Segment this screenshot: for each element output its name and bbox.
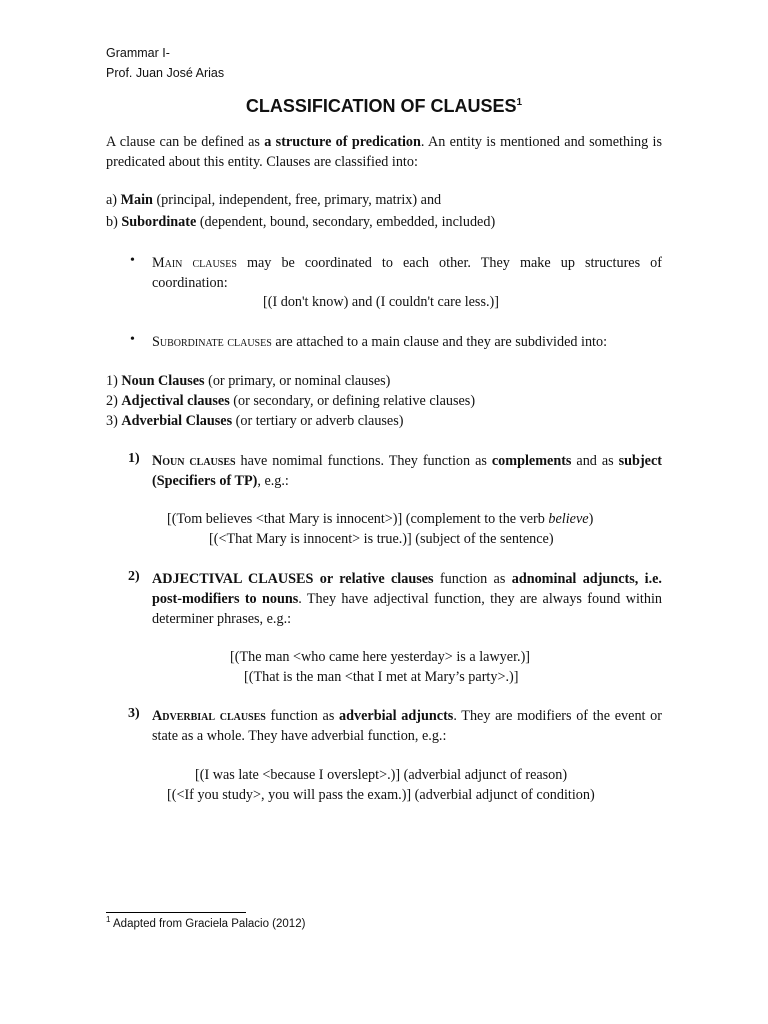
adjectival-bold: adnominal adjuncts, i.e. post-modifiers to nouns [152, 571, 662, 607]
subtype-num: 1) [106, 373, 122, 389]
page-title [0, 96, 768, 117]
bullet-icon: • [130, 332, 135, 347]
noun-clauses-term: Noun clauses [152, 453, 236, 469]
course-name: Grammar I- [106, 46, 170, 60]
main-clauses-term: Main clauses [152, 255, 237, 271]
type-main-desc: (principal, independent, free, primary, matrix) and [152, 192, 442, 208]
subtype-item [106, 371, 390, 391]
intro-bold: a structure of predication [264, 134, 421, 150]
subtype-item [106, 391, 475, 411]
section-number: 1) [128, 451, 140, 466]
bullet-icon: • [130, 253, 135, 268]
subtype-term: Adjectival clauses [121, 393, 230, 409]
subtype-desc: (or tertiary or adverb clauses) [232, 413, 404, 429]
subtype-term: Noun Clauses [121, 373, 205, 389]
noun-example-2: [(<That Mary is innocent> is true.)] (subject of the sentence) [209, 531, 554, 547]
adjectival-text: function as [433, 571, 512, 587]
subtype-term: Adverbial Clauses [121, 413, 233, 429]
adverbial-text: . They are modifiers of the event or state as a whole. They have adverbial function, e.g.: [152, 708, 662, 744]
noun-text: and as [571, 453, 619, 469]
main-clauses-desc: may be coordinated to each other. They make up structures of coordination: [152, 255, 662, 291]
type-main-line [106, 190, 441, 210]
adjectival-clauses-paragraph [152, 569, 662, 629]
subtype-item [106, 411, 403, 431]
type-subordinate-line [106, 212, 495, 232]
adverbial-clauses-paragraph [152, 706, 662, 746]
adjectival-text: . They have adjectival function, they are always found within determiner phrases, e.g.: [152, 591, 662, 627]
example-text: [(Tom believes <that Mary is innocent>)] (complement to the verb [167, 511, 549, 527]
title-footnote-mark: 1 [516, 97, 523, 108]
subtype-desc: (or secondary, or defining relative clauses) [229, 393, 476, 409]
subordinate-clauses-paragraph [152, 332, 662, 352]
professor-name: Prof. Juan José Arias [106, 66, 225, 80]
type-sub-term: Subordinate [121, 214, 197, 230]
example-italic: believe [548, 511, 589, 527]
noun-bold: subject (Specifiers of TP) [152, 453, 662, 489]
example-text: ) [588, 511, 594, 527]
footnote-mark: 1 [106, 915, 111, 925]
footnote-divider [106, 912, 246, 913]
main-clauses-example: [(I don't know) and (I couldn't care less.)] [263, 294, 499, 310]
subtype-num: 3) [106, 413, 122, 429]
adjectival-example-1: [(The man <who came here yesterday> is a lawyer.)] [230, 649, 531, 665]
intro-text: A clause can be defined as [106, 134, 265, 150]
type-main-term: Main [120, 192, 153, 208]
adverbial-term: Adverbial clauses [152, 708, 266, 724]
title-text: CLASSIFICATION OF CLAUSES [245, 96, 517, 116]
type-main-prefix: a) [106, 192, 121, 208]
adjectival-example-2: [(That is the man <that I met at Mary’s party>.)] [244, 669, 519, 685]
intro-paragraph [106, 132, 662, 172]
intro-text-rest: . An entity is mentioned and something is predicated about this entity. Clauses are classified into: [106, 134, 662, 170]
adjectival-term: ADJECTIVAL CLAUSES or relative clauses [152, 571, 434, 587]
section-number: 2) [128, 569, 140, 584]
type-sub-desc: (dependent, bound, secondary, embedded, included) [196, 214, 496, 230]
subordinate-clauses-desc: are attached to a main clause and they are subdivided into: [271, 334, 608, 350]
subtype-num: 2) [106, 393, 122, 409]
noun-text: have nomimal functions. They function as [235, 453, 492, 469]
subordinate-clauses-term: Subordinate clauses [152, 334, 272, 350]
noun-text: , e.g.: [257, 473, 289, 489]
noun-bold: complements [491, 453, 572, 469]
section-number: 3) [128, 706, 140, 721]
type-sub-prefix: b) [106, 214, 122, 230]
footnote-text: Adapted from Graciela Palacio (2012) [110, 918, 306, 930]
subtype-desc: (or primary, or nominal clauses) [204, 373, 391, 389]
adverbial-example-1: [(I was late <because I overslept>.)] (adverbial adjunct of reason) [195, 767, 568, 783]
adverbial-example-2: [(<If you study>, you will pass the exam.)] (adverbial adjunct of condition) [167, 787, 595, 803]
main-clauses-paragraph [152, 253, 662, 293]
adverbial-text: function as [265, 708, 340, 724]
noun-example-1 [167, 509, 593, 529]
adverbial-bold: adverbial adjuncts [339, 708, 454, 724]
noun-clauses-paragraph [152, 451, 662, 491]
footnote [106, 915, 306, 930]
